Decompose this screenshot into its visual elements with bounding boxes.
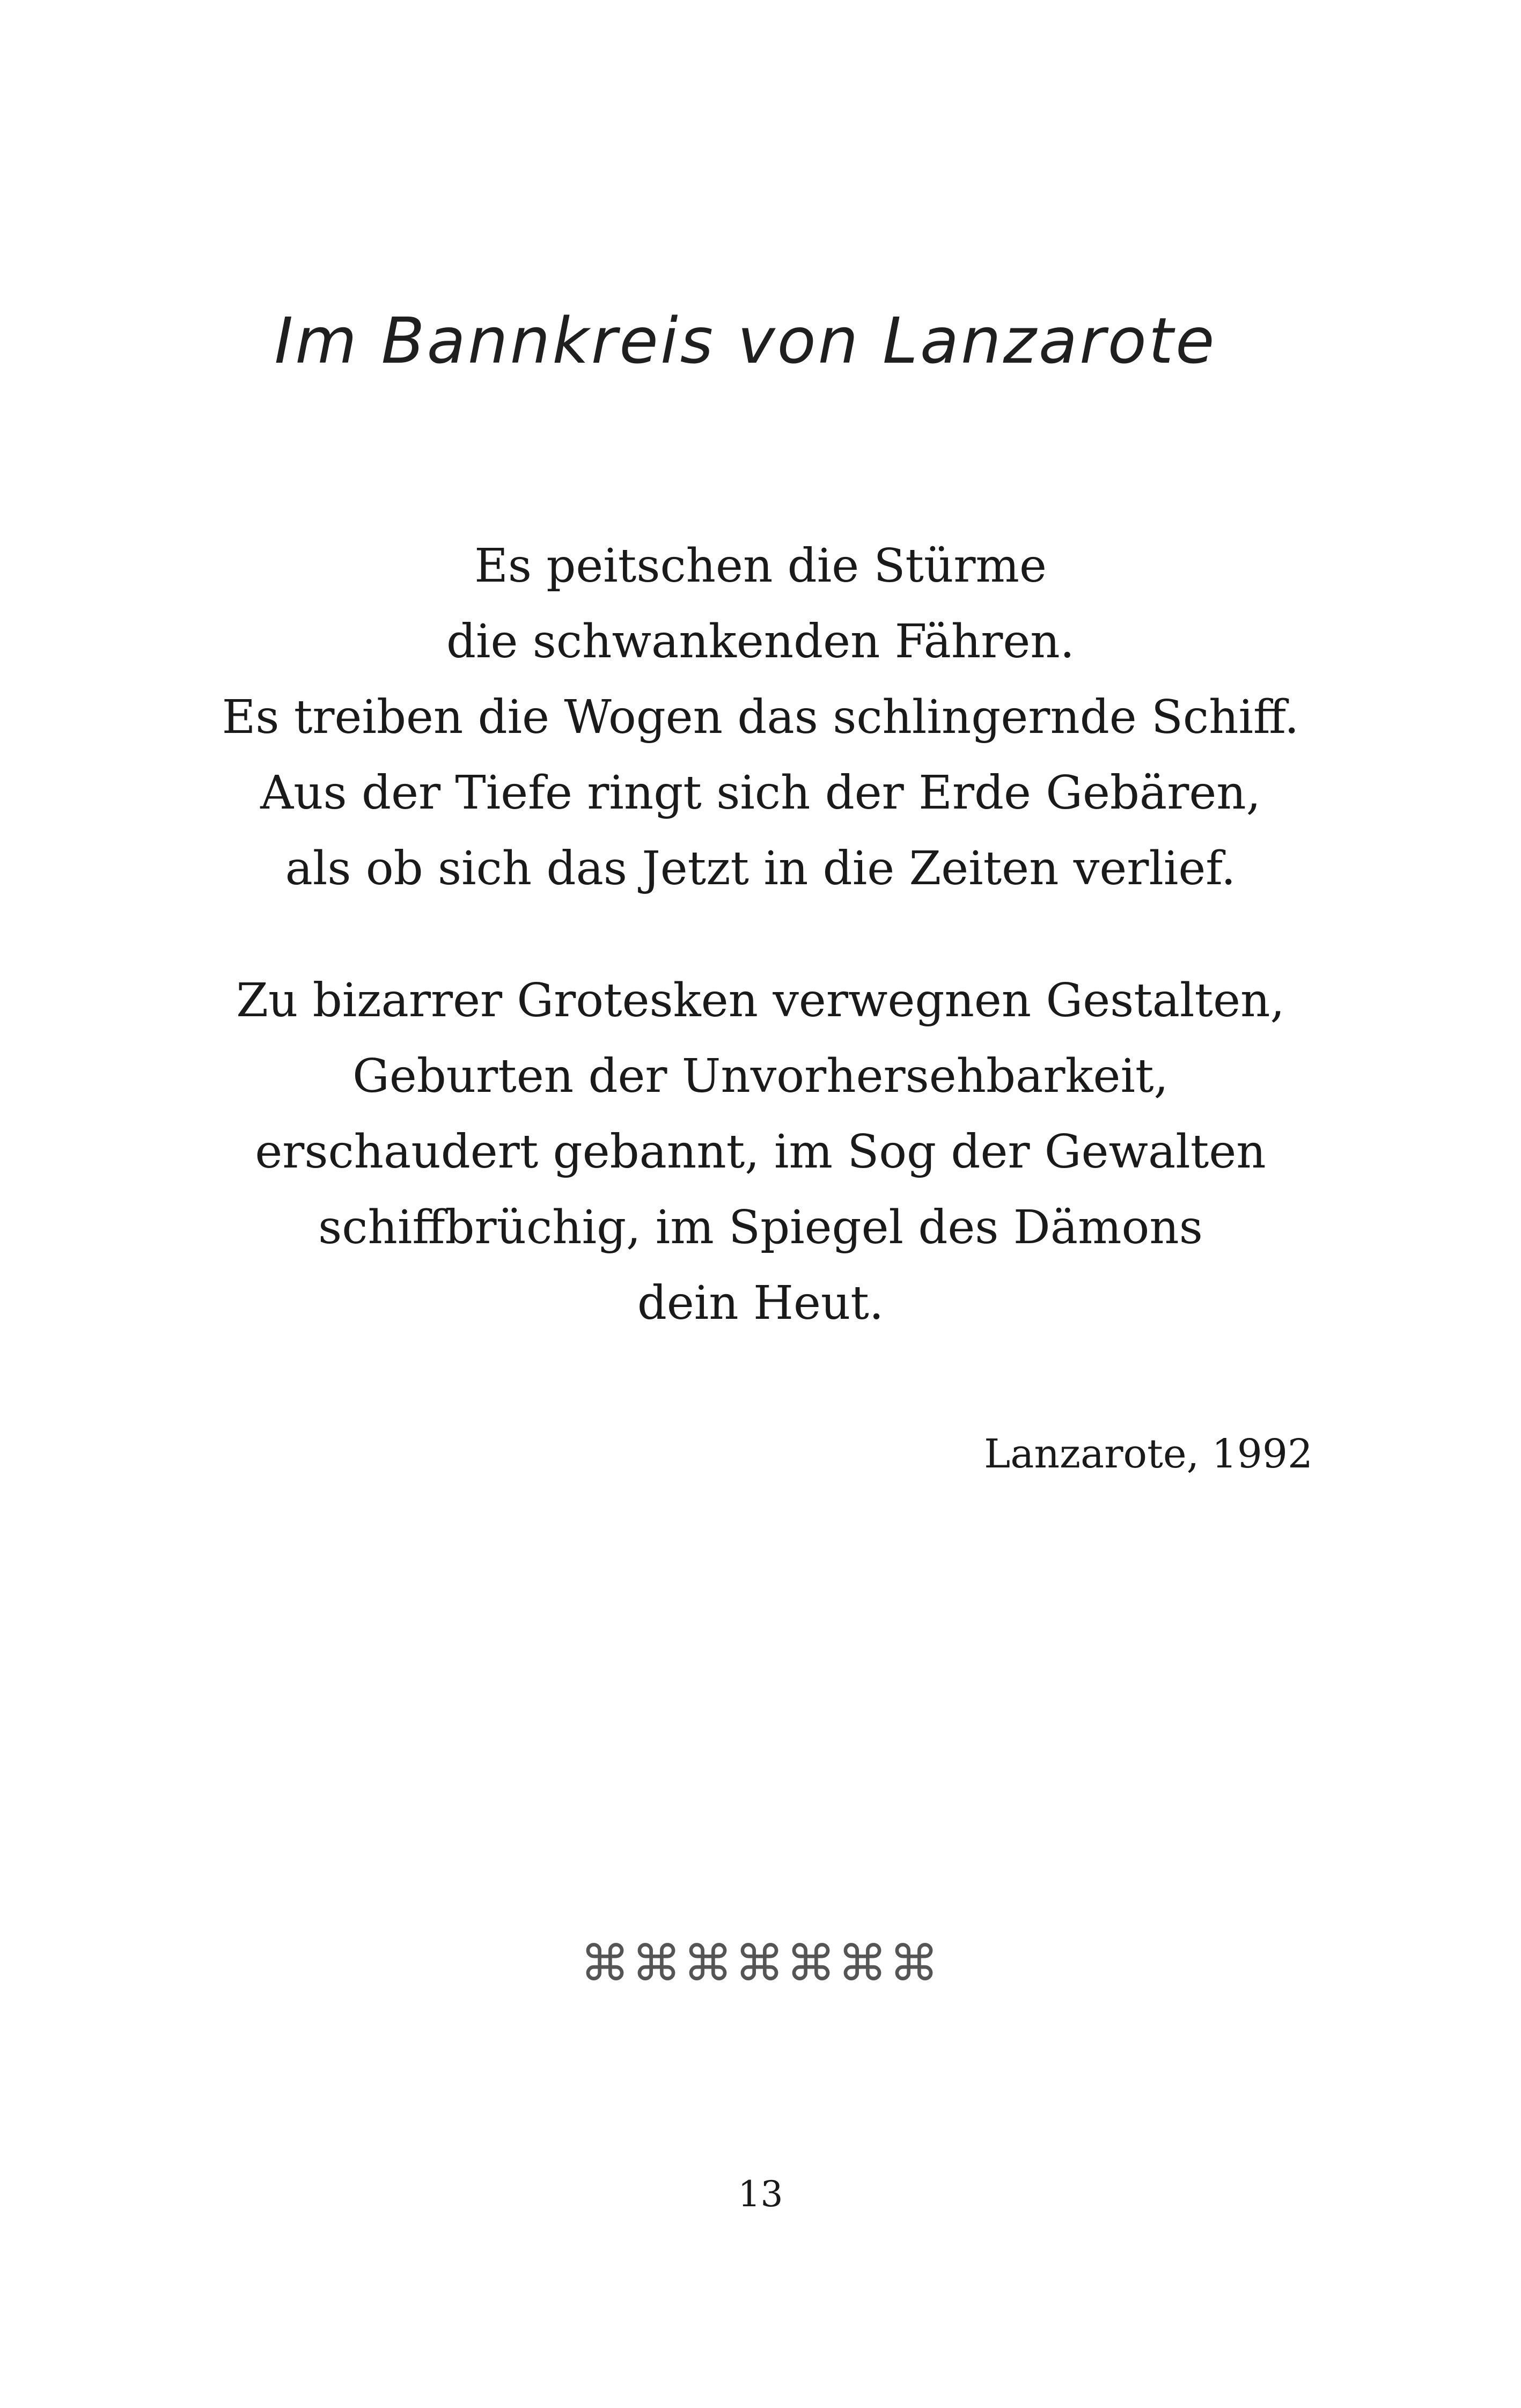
verse-line: Es treiben die Wogen das schlingernde Schiff. — [222, 691, 1299, 744]
page-number: 13 — [738, 2174, 783, 2215]
poem-title: Im Bannkreis von Lanzarote — [274, 304, 1217, 378]
ornament-divider: ⌘⌘⌘⌘⌘⌘⌘ — [580, 1935, 941, 1992]
stanza-1 — [0, 528, 1521, 907]
verse-line: dein Heut. — [637, 1276, 884, 1330]
verse-line: Zu bizarrer Grotesken verwegnen Gestalten, — [236, 974, 1285, 1027]
verse-line: erschaudert gebannt, im Sog der Gewalten — [255, 1125, 1266, 1179]
verse-line: schiffbrüchig, im Spiegel des Dämons — [318, 1201, 1203, 1254]
verse-line: Geburten der Unvorhersehbarkeit, — [352, 1049, 1169, 1103]
verse-line: Es peitschen die Stürme — [474, 539, 1047, 593]
verse-line: die schwankenden Fähren. — [446, 615, 1075, 669]
stanza-2 — [0, 963, 1521, 1341]
place-date: Lanzarote, 1992 — [984, 1431, 1313, 1477]
verse-line: als ob sich das Jetzt in die Zeiten verlief. — [285, 842, 1236, 895]
verse-line: Aus der Tiefe ringt sich der Erde Gebären, — [260, 766, 1261, 820]
